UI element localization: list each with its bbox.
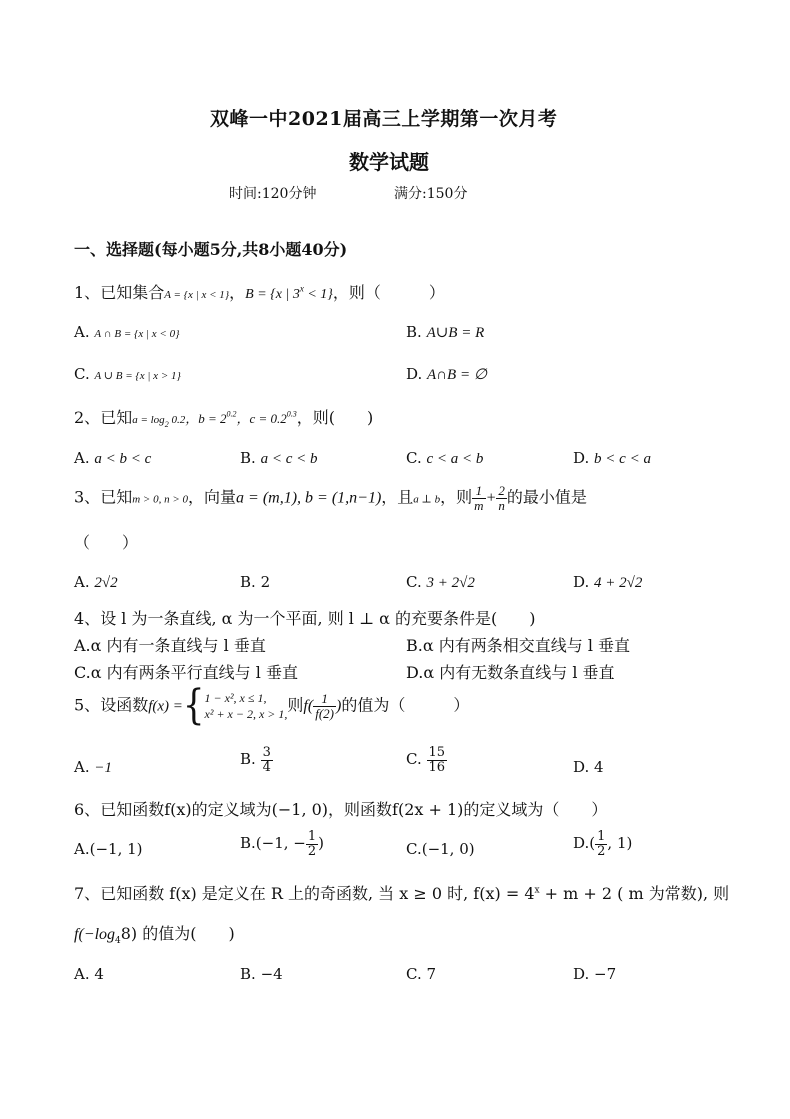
option-d: D. b < c < a xyxy=(573,449,651,467)
question-2: 2、已知$a = \log_2 0.2$，$b = 2^{0.2}$，$c = 0.2^{0.3}$，则( ) xyxy=(74,408,374,430)
option-a: A. −1 xyxy=(74,758,113,776)
option-a: A. 4 xyxy=(74,965,104,983)
exam-time: 时间:120分钟 xyxy=(229,186,317,202)
option-c: C. c < a < b xyxy=(406,449,484,467)
option-c: C. $\frac{15}{16}$ xyxy=(406,745,446,775)
option-b: B. a < c < b xyxy=(240,449,318,467)
question-7-line2: $f(-\log_48)$ 的值为( ) xyxy=(74,924,235,947)
option-b: B. 2 xyxy=(240,573,271,591)
option-b: B. $\frac{3}{4}$ xyxy=(240,745,271,775)
question-3: 3、已知m > 0, n > 0，向量a = (m,1), b = (1,n−1)，且a ⊥ b，则 $\frac{1}{m}$ + $\frac{2}{n}$ 的最小值是 xyxy=(74,483,587,513)
question-3-paren: （ ） xyxy=(74,533,139,552)
question-4: 4、设 l 为一条直线, α 为一个平面, 则 l ⊥ α 的充要条件是( ) xyxy=(74,609,536,628)
option-b: B.(−1, − $\frac{1}{2}$ ) xyxy=(240,829,325,859)
question-number: 3、 xyxy=(74,487,101,507)
option-c: C. 3 + 2√2 xyxy=(406,573,475,591)
option-c: C.α 内有两条平行直线与 l 垂直 xyxy=(74,663,298,682)
exam-subject: 数学试题 xyxy=(349,150,429,174)
option-b: B. A∪B = R xyxy=(406,323,485,341)
option-c: C.(−1, 0) xyxy=(406,840,475,858)
option-d: D. A∩B = ∅ xyxy=(406,365,487,383)
option-c: C. A ∪ B = {x | x > 1} xyxy=(74,365,181,383)
question-number: 2、 xyxy=(74,408,101,427)
question-number: 4、 xyxy=(74,609,101,628)
question-1: 1、已知集合A = {x | x < 1}，B = {x | $3^x < 1$}，则（ ） xyxy=(74,283,445,302)
option-d: D.α 内有无数条直线与 l 垂直 xyxy=(406,663,615,682)
question-number: 5、 xyxy=(74,695,101,715)
option-b: B.α 内有两条相交直线与 l 垂直 xyxy=(406,636,631,655)
question-5: 5、设函数f(x) ={ 1 − x², x ≤ 1, x² + x − 2, x > 1, 则f( $\frac{1}{f(2)}$ )的值为（ ） xyxy=(74,682,470,730)
option-a: A.(−1, 1) xyxy=(74,840,143,858)
option-b: B. −4 xyxy=(240,965,283,983)
question-6: 6、已知函数f(x)的定义域为(−1, 0)，则函数f(2x + 1)的定义域为（ ） xyxy=(74,800,608,819)
option-d: D.( $\frac{1}{2}$ , 1) xyxy=(573,829,633,859)
option-c: C. 7 xyxy=(406,965,437,983)
option-d: D. 4 + 2√2 xyxy=(573,573,643,591)
option-a: A. 2√2 xyxy=(74,573,118,591)
option-a: A.α 内有一条直线与 l 垂直 xyxy=(74,636,266,655)
brace-icon: { xyxy=(182,682,205,730)
option-d: D. −7 xyxy=(573,965,617,983)
exam-title: 双峰一中2021届高三上学期第一次月考 xyxy=(210,108,558,130)
question-number: 1、 xyxy=(74,283,101,302)
exam-score: 满分:150分 xyxy=(394,186,468,202)
section-heading: 一、选择题(每小题5分,共8小题40分) xyxy=(74,240,348,259)
question-number: 7、 xyxy=(74,884,101,903)
option-a: A. A ∩ B = {x | x < 0} xyxy=(74,323,180,341)
option-a: A. a < b < c xyxy=(74,449,152,467)
option-d: D. 4 xyxy=(573,758,604,776)
question-7: 7、已知函数 f(x) 是定义在 R 上的奇函数, 当 x ≥ 0 时, $f(x) = 4^x + m + 2$ ( m 为常数), 则 xyxy=(74,884,730,903)
question-number: 6、 xyxy=(74,800,101,819)
